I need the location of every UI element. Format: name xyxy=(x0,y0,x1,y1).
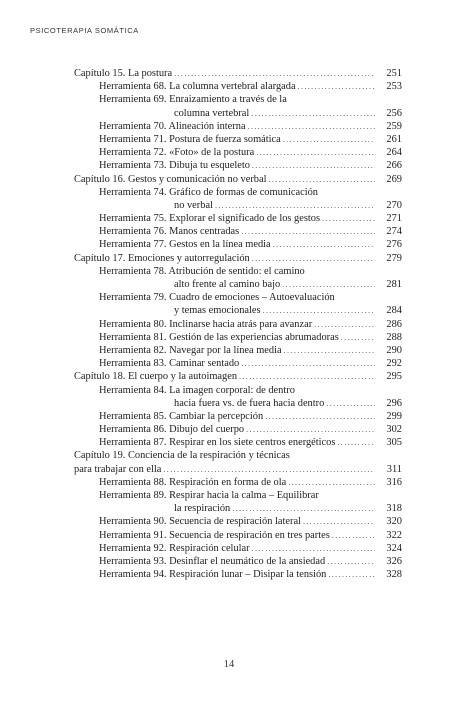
toc-entry-title: Herramienta 85. Cambiar la percepción xyxy=(99,410,264,422)
toc-entry-title: Herramienta 79. Cuadro de emociones – Autoevaluación xyxy=(99,292,335,304)
dot-leader xyxy=(241,225,375,238)
toc-page-number: 324 xyxy=(386,542,402,554)
dot-leader xyxy=(284,344,375,357)
toc-page-number: 302 xyxy=(386,424,402,436)
toc-entry-title: Herramienta 90. Secuencia de respiración lateral xyxy=(99,516,301,528)
dot-leader xyxy=(252,252,375,265)
dot-leader xyxy=(239,370,375,383)
toc-entry-title: Herramienta 81. Gestión de las experiencias abrumadoras xyxy=(99,331,339,343)
toc-chapter-entry xyxy=(74,67,402,80)
dot-leader xyxy=(174,67,375,80)
toc-page-number: 326 xyxy=(386,555,402,567)
toc-entry-title: Herramienta 86. Dibujo del cuerpo xyxy=(99,424,245,436)
dot-leader xyxy=(248,120,375,133)
toc-page-number: 299 xyxy=(386,410,402,422)
toc-tool-entry xyxy=(74,489,402,502)
toc-page-number: 269 xyxy=(386,173,402,185)
toc-entry-title: Herramienta 75. Explorar el significado de los gestos xyxy=(99,213,321,225)
dot-leader xyxy=(326,397,375,410)
toc-tool-entry xyxy=(74,529,402,542)
toc-entry-title: Herramienta 87. Respirar en los siete centros energéticos xyxy=(99,437,336,449)
toc-page-number: 253 xyxy=(386,81,402,93)
toc-entry-title: Herramienta 92. Respiración celular xyxy=(99,542,250,554)
toc-tool-entry xyxy=(74,199,402,212)
toc-tool-entry xyxy=(74,225,402,238)
dot-leader xyxy=(341,331,375,344)
toc-chapter-entry xyxy=(74,370,402,383)
toc-entry-title: Capítulo 17. Emociones y autorregulación xyxy=(74,252,250,264)
toc-tool-entry xyxy=(74,133,402,146)
dot-leader xyxy=(232,502,375,515)
toc-entry-title: columna vertebral xyxy=(174,107,250,119)
toc-tool-entry xyxy=(74,304,402,317)
toc-tool-entry xyxy=(74,93,402,106)
toc-page-number: 256 xyxy=(386,107,402,119)
toc-tool-entry xyxy=(74,515,402,528)
toc-entry-title: y temas emocionales xyxy=(174,305,261,317)
toc-chapter-entry xyxy=(74,463,402,476)
dot-leader xyxy=(265,410,375,423)
toc-tool-entry xyxy=(74,146,402,159)
toc-tool-entry xyxy=(74,568,402,581)
dot-leader xyxy=(215,199,375,212)
dot-leader xyxy=(332,529,375,542)
dot-leader xyxy=(328,568,375,581)
dot-leader xyxy=(246,423,375,436)
toc-entry-title: alto frente al camino bajo xyxy=(174,279,281,290)
dot-leader xyxy=(283,133,375,146)
toc-entry-title: Herramienta 71. Postura de fuerza somática xyxy=(99,133,281,145)
toc-page-number: 318 xyxy=(386,503,402,515)
dot-leader xyxy=(251,107,375,120)
toc-entry-title: Herramienta 72. «Foto» de la postura xyxy=(99,147,255,159)
toc-page-number: 279 xyxy=(386,252,402,264)
toc-page-number: 316 xyxy=(386,476,402,488)
toc-chapter-entry xyxy=(74,173,402,186)
dot-leader xyxy=(241,357,375,370)
toc-tool-entry xyxy=(74,436,402,449)
dot-leader xyxy=(327,555,375,568)
toc-page-number: 270 xyxy=(386,199,402,211)
toc-entry-title: Herramienta 68. La columna vertebral alargada xyxy=(99,81,296,93)
toc-page-number: 281 xyxy=(386,279,402,290)
dot-leader xyxy=(252,542,375,555)
dot-leader xyxy=(314,318,375,331)
toc-tool-entry xyxy=(74,291,402,304)
toc-tool-entry xyxy=(74,80,402,93)
toc-tool-entry xyxy=(74,555,402,568)
toc-entry-title: Herramienta 94. Respiración lunar – Disipar la tensión xyxy=(99,569,327,581)
toc-page-number: 295 xyxy=(386,371,402,383)
toc-page-number: 286 xyxy=(386,318,402,330)
toc-entry-title: para trabajar con ella xyxy=(74,463,162,475)
toc-entry-title: la respiración xyxy=(174,503,231,515)
toc-page-number: 264 xyxy=(386,147,402,159)
toc-page-number: 276 xyxy=(386,239,402,251)
toc-entry-title: Herramienta 78. Atribución de sentido: el camino xyxy=(99,265,305,277)
toc-tool-entry xyxy=(74,186,402,199)
toc-entry-title: Capítulo 16. Gestos y comunicación no verbal xyxy=(74,173,267,185)
toc-entry-title: no verbal xyxy=(174,199,213,211)
dot-leader xyxy=(252,159,375,172)
toc-page-number: 251 xyxy=(386,68,402,79)
dot-leader xyxy=(288,476,375,489)
toc-page-number: 296 xyxy=(386,397,402,409)
toc-page-number: 284 xyxy=(386,305,402,317)
dot-leader xyxy=(268,173,375,186)
toc-entry-title: Herramienta 77. Gestos en la línea media xyxy=(99,239,271,251)
toc-tool-entry xyxy=(74,212,402,225)
toc-tool-entry xyxy=(74,502,402,515)
toc-tool-entry xyxy=(74,384,402,397)
toc-entry-title: Herramienta 74. Gráfico de formas de comunicación xyxy=(99,186,318,198)
dot-leader xyxy=(256,146,375,159)
toc-page-number: 266 xyxy=(386,160,402,172)
toc-tool-entry xyxy=(74,318,402,331)
dot-leader xyxy=(282,278,375,291)
toc-tool-entry xyxy=(74,265,402,278)
toc-tool-entry xyxy=(74,542,402,555)
toc-page-number: 305 xyxy=(386,437,402,449)
toc-entry-title: Herramienta 80. Inclinarse hacia atrás para avanzar xyxy=(99,318,313,330)
toc-page-number: 261 xyxy=(386,133,402,145)
dot-leader xyxy=(303,515,375,528)
toc-tool-entry xyxy=(74,344,402,357)
toc-tool-entry xyxy=(74,357,402,370)
toc-tool-entry xyxy=(74,238,402,251)
toc-entry-title: Capítulo 18. El cuerpo y la autoimagen xyxy=(74,371,238,383)
dot-leader xyxy=(273,238,375,251)
page-number: 14 xyxy=(223,659,235,670)
toc-tool-entry xyxy=(74,278,402,291)
toc-page-number: 292 xyxy=(386,358,402,370)
dot-leader xyxy=(298,80,375,93)
toc-tool-entry xyxy=(74,397,402,410)
toc-chapter-entry xyxy=(74,449,402,462)
toc-page-number: 290 xyxy=(386,344,402,356)
toc-entry-title: Herramienta 82. Navegar por la línea media xyxy=(99,344,282,356)
toc-page-number: 328 xyxy=(386,569,402,581)
toc-tool-entry xyxy=(74,159,402,172)
toc-page-number: 320 xyxy=(386,516,402,528)
toc-tool-entry xyxy=(74,476,402,489)
toc-entry-title: Herramienta 84. La imagen corporal: de dentro xyxy=(99,384,295,396)
dot-leader xyxy=(163,463,375,476)
toc-entry-title: Herramienta 91. Secuencia de respiración en tres partes xyxy=(99,529,330,541)
toc-tool-entry xyxy=(74,410,402,423)
toc-entry-title: Herramienta 76. Manos centradas xyxy=(99,226,240,238)
toc-entry-title: Herramienta 89. Respirar hacia la calma – Equilibrar xyxy=(99,490,319,501)
toc-entry-title: Herramienta 69. Enraizamiento a través de la xyxy=(99,94,287,106)
toc-entry-title: Capítulo 15. La postura xyxy=(74,68,173,79)
dot-leader xyxy=(263,304,375,317)
toc-page-number: 259 xyxy=(386,120,402,132)
toc-tool-entry xyxy=(74,331,402,344)
toc-entry-title: Herramienta 93. Desinflar el neumático de la ansiedad xyxy=(99,555,326,567)
toc-entry-title: Herramienta 70. Alineación interna xyxy=(99,120,246,132)
toc-page-number: 311 xyxy=(386,463,402,475)
toc-entry-title: Herramienta 83. Caminar sentado xyxy=(99,358,240,370)
toc-tool-entry xyxy=(74,120,402,133)
toc-page-number: 271 xyxy=(386,213,402,225)
table-of-contents xyxy=(74,67,402,581)
dot-leader xyxy=(337,436,375,449)
toc-page-number: 274 xyxy=(386,226,402,238)
toc-entry-title: Herramienta 73. Dibuja tu esqueleto xyxy=(99,160,250,172)
toc-tool-entry xyxy=(74,423,402,436)
toc-entry-title: hacia fuera vs. de fuera hacia dentro xyxy=(174,397,325,409)
running-head: PSICOTERAPIA SOMÁTICA xyxy=(30,26,139,35)
toc-entry-title: Capítulo 19. Conciencia de la respiración y técnicas xyxy=(74,450,290,462)
toc-entry-title: Herramienta 88. Respiración en forma de ola xyxy=(99,476,287,488)
toc-page-number: 288 xyxy=(386,331,402,343)
toc-chapter-entry xyxy=(74,252,402,265)
toc-tool-entry xyxy=(74,107,402,120)
toc-page-number: 322 xyxy=(386,529,402,541)
dot-leader xyxy=(322,212,375,225)
